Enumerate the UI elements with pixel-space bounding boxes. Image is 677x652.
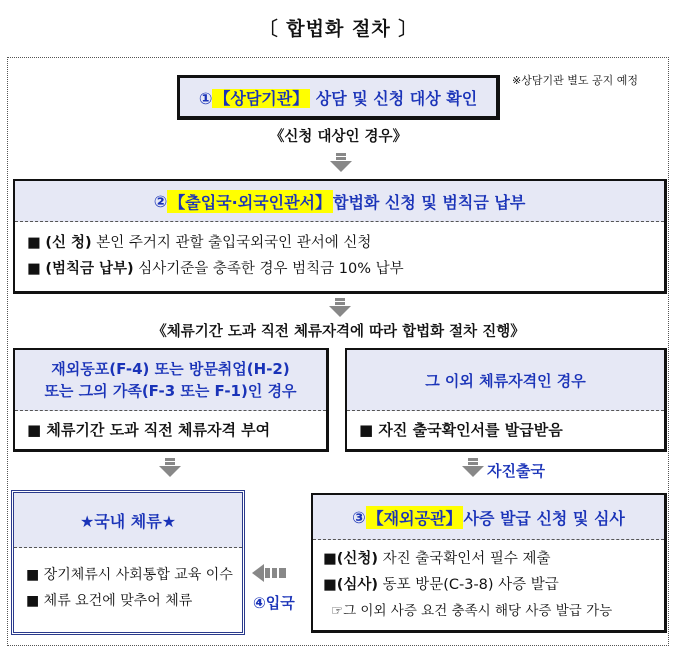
step3-number: ③ xyxy=(352,507,366,527)
stay-item: ■ 체류 요건에 맞추어 체류 xyxy=(26,593,193,609)
stay-box xyxy=(11,490,245,635)
step3-item-apply: ■(신청) 자진 출국확인서 필수 제출 xyxy=(323,551,551,567)
right-branch-item: ■ 자진 출국확인서를 발급받음 xyxy=(359,421,563,439)
step1-note: ※상담기관 별도 공지 예정 xyxy=(512,74,638,87)
step3-box xyxy=(311,493,667,633)
step1-org: 【상담기관】 xyxy=(214,88,309,108)
stay-item: ■ 장기체류시 사회통합 교육 이수 xyxy=(26,567,233,583)
condition2-label: 《체류기간 도과 직전 체류자격에 따라 합법화 절차 진행》 xyxy=(152,324,525,340)
stay-header: ★국내 체류★ xyxy=(14,493,242,548)
entry-label: ④입국 xyxy=(253,594,295,612)
down-arrow-icon xyxy=(330,153,352,173)
step3-org: 【재외공관】 xyxy=(366,506,464,529)
down-arrow-icon xyxy=(159,458,181,478)
left-branch-item: ■ 체류기간 도과 직전 체류자격 부여 xyxy=(27,421,271,439)
down-arrow-icon xyxy=(329,298,351,318)
step3-extra-note: ☞그 이외 사증 요건 충족시 해당 사증 발급 가능 xyxy=(331,603,613,619)
step3-header xyxy=(313,495,664,540)
step2-box xyxy=(13,179,667,294)
left-branch-box xyxy=(13,348,329,452)
step2-text: 합법화 신청 및 범칙금 납부 xyxy=(332,192,526,212)
left-arrow-icon xyxy=(252,563,288,583)
condition1-label: 《신청 대상인 경우》 xyxy=(269,129,408,145)
step3-item-review: ■(심사) 동포 방문(C-3-8) 사증 발급 xyxy=(323,577,559,593)
step2-org: 【출입국·외국인관서】 xyxy=(167,190,333,213)
left-branch-header: 재외동포(F-4) 또는 방문취업(H-2) 또는 그의 가족(F-3 또는 F-1)인 경우 xyxy=(15,350,326,411)
page-title: 〔 합법화 절차 〕 xyxy=(258,18,419,40)
step2-number: ② xyxy=(153,191,168,211)
step1-box xyxy=(177,75,500,120)
self-departure-label: 자진출국 xyxy=(487,462,545,480)
step2-item-apply: ■ (신 청) 본인 주거지 관할 출입국외국인 관서에 신청 xyxy=(27,235,372,251)
step2-header xyxy=(15,181,664,222)
step1-text: 상담 및 신청 대상 확인 xyxy=(310,88,478,108)
step1-number: ① xyxy=(198,88,213,108)
step2-item-fine: ■ (범칙금 납부) 심사기준을 충족한 경우 범칙금 10% 납부 xyxy=(27,261,404,277)
right-branch-box xyxy=(345,348,667,452)
right-branch-header: 그 이외 체류자격인 경우 xyxy=(347,350,664,411)
down-arrow-icon xyxy=(462,458,484,478)
step3-text: 사증 발급 신청 및 심사 xyxy=(463,508,625,528)
